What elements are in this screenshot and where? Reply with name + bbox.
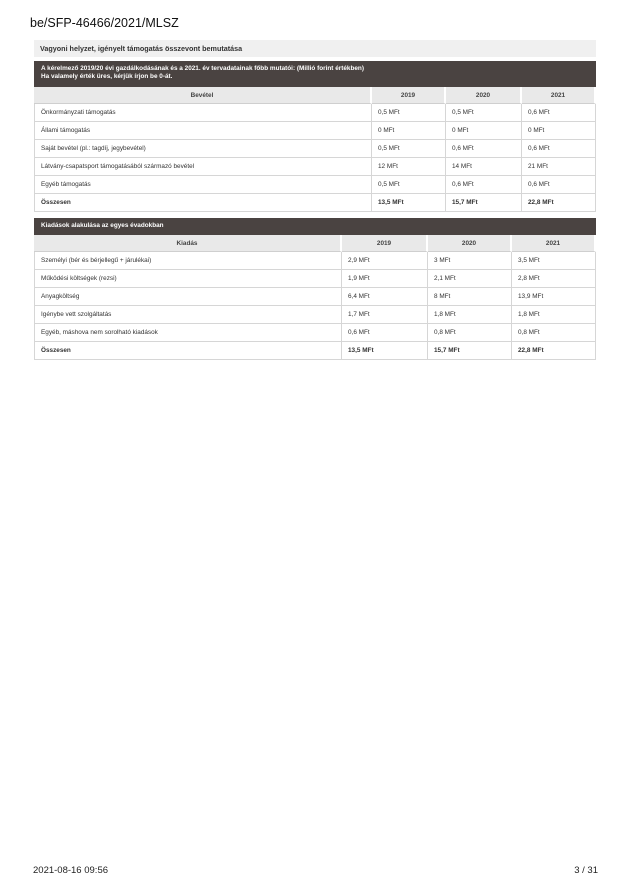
document-id: be/SFP-46466/2021/MLSZ bbox=[30, 16, 179, 30]
cell-value: 3,5 MFt bbox=[512, 252, 596, 270]
row-label: Összesen bbox=[34, 194, 372, 212]
cell-value: 14 MFt bbox=[446, 158, 522, 176]
cell-value: 1,8 MFt bbox=[428, 306, 512, 324]
cell-value: 22,8 MFt bbox=[522, 194, 596, 212]
cell-value: 22,8 MFt bbox=[512, 342, 596, 360]
cell-value: 15,7 MFt bbox=[428, 342, 512, 360]
table-row bbox=[34, 140, 596, 158]
row-label: Saját bevétel (pl.: tagdíj, jegybevétel) bbox=[34, 140, 372, 158]
cell-value: 0,8 MFt bbox=[512, 324, 596, 342]
column-header: 2020 bbox=[446, 87, 522, 104]
table-row bbox=[34, 306, 596, 324]
cell-value: 0 MFt bbox=[372, 122, 446, 140]
table-row bbox=[34, 324, 596, 342]
cell-value: 6,4 MFt bbox=[342, 288, 428, 306]
column-header: 2019 bbox=[342, 235, 428, 252]
row-label: Önkormányzati támogatás bbox=[34, 104, 372, 122]
total-row bbox=[34, 342, 596, 360]
cell-value: 1,9 MFt bbox=[342, 270, 428, 288]
cell-value: 0,6 MFt bbox=[446, 140, 522, 158]
row-label: Anyagköltség bbox=[34, 288, 342, 306]
row-label: Összesen bbox=[34, 342, 342, 360]
cell-value: 0,5 MFt bbox=[372, 176, 446, 194]
column-header: Kiadás bbox=[34, 235, 342, 252]
row-label: Működési költségek (rezsi) bbox=[34, 270, 342, 288]
expenses-table-title bbox=[34, 218, 596, 235]
table-row bbox=[34, 176, 596, 194]
cell-value: 12 MFt bbox=[372, 158, 446, 176]
cell-value: 0,5 MFt bbox=[372, 104, 446, 122]
table-row bbox=[34, 288, 596, 306]
cell-value: 0,5 MFt bbox=[372, 140, 446, 158]
table-row bbox=[34, 122, 596, 140]
cell-value: 0,5 MFt bbox=[446, 104, 522, 122]
revenue-title-line1: A kérelmező 2019/20 évi gazdálkodásának és a 2021. év tervadatainak főbb mutatói: (Millió forint értékben) bbox=[41, 65, 364, 72]
row-label: Igénybe vett szolgáltatás bbox=[34, 306, 342, 324]
expenses-title: Kiadások alakulása az egyes évadokban bbox=[41, 222, 164, 229]
column-header: 2021 bbox=[512, 235, 596, 252]
cell-value: 0 MFt bbox=[522, 122, 596, 140]
cell-value: 3 MFt bbox=[428, 252, 512, 270]
column-header: Bevétel bbox=[34, 87, 372, 104]
revenue-title-line2: Ha valamely érték üres, kérjük írjon be 0-át. bbox=[41, 73, 173, 80]
cell-value: 2,9 MFt bbox=[342, 252, 428, 270]
row-label: Személyi (bér és bérjellegű + járulékai) bbox=[34, 252, 342, 270]
cell-value: 0,6 MFt bbox=[522, 104, 596, 122]
revenue-table-title bbox=[34, 61, 596, 87]
cell-value: 0 MFt bbox=[446, 122, 522, 140]
row-label: Egyéb, máshova nem sorolható kiadások bbox=[34, 324, 342, 342]
cell-value: 21 MFt bbox=[522, 158, 596, 176]
table-row bbox=[34, 252, 596, 270]
section-title: Vagyoni helyzet, igényelt támogatás összevont bemutatása bbox=[34, 40, 596, 57]
cell-value: 13,5 MFt bbox=[372, 194, 446, 212]
cell-value: 0,6 MFt bbox=[522, 176, 596, 194]
cell-value: 0,8 MFt bbox=[428, 324, 512, 342]
table-row bbox=[34, 104, 596, 122]
cell-value: 2,1 MFt bbox=[428, 270, 512, 288]
table-row bbox=[34, 270, 596, 288]
cell-value: 8 MFt bbox=[428, 288, 512, 306]
column-header: 2020 bbox=[428, 235, 512, 252]
column-header: 2021 bbox=[522, 87, 596, 104]
cell-value: 0,6 MFt bbox=[522, 140, 596, 158]
expenses-table bbox=[34, 235, 596, 360]
cell-value: 15,7 MFt bbox=[446, 194, 522, 212]
revenue-table bbox=[34, 87, 596, 212]
total-row bbox=[34, 194, 596, 212]
table-row bbox=[34, 158, 596, 176]
cell-value: 0,6 MFt bbox=[446, 176, 522, 194]
column-header: 2019 bbox=[372, 87, 446, 104]
cell-value: 0,6 MFt bbox=[342, 324, 428, 342]
cell-value: 2,8 MFt bbox=[512, 270, 596, 288]
row-label: Egyéb támogatás bbox=[34, 176, 372, 194]
row-label: Látvány-csapatsport támogatásából származó bevétel bbox=[34, 158, 372, 176]
footer-timestamp: 2021-08-16 09:56 bbox=[33, 865, 109, 876]
expenses-header-row bbox=[34, 235, 596, 252]
cell-value: 1,7 MFt bbox=[342, 306, 428, 324]
cell-value: 13,9 MFt bbox=[512, 288, 596, 306]
row-label: Állami támogatás bbox=[34, 122, 372, 140]
cell-value: 13,5 MFt bbox=[342, 342, 428, 360]
cell-value: 1,8 MFt bbox=[512, 306, 596, 324]
page-number: 3 / 31 bbox=[574, 865, 598, 876]
revenue-header-row bbox=[34, 87, 596, 104]
